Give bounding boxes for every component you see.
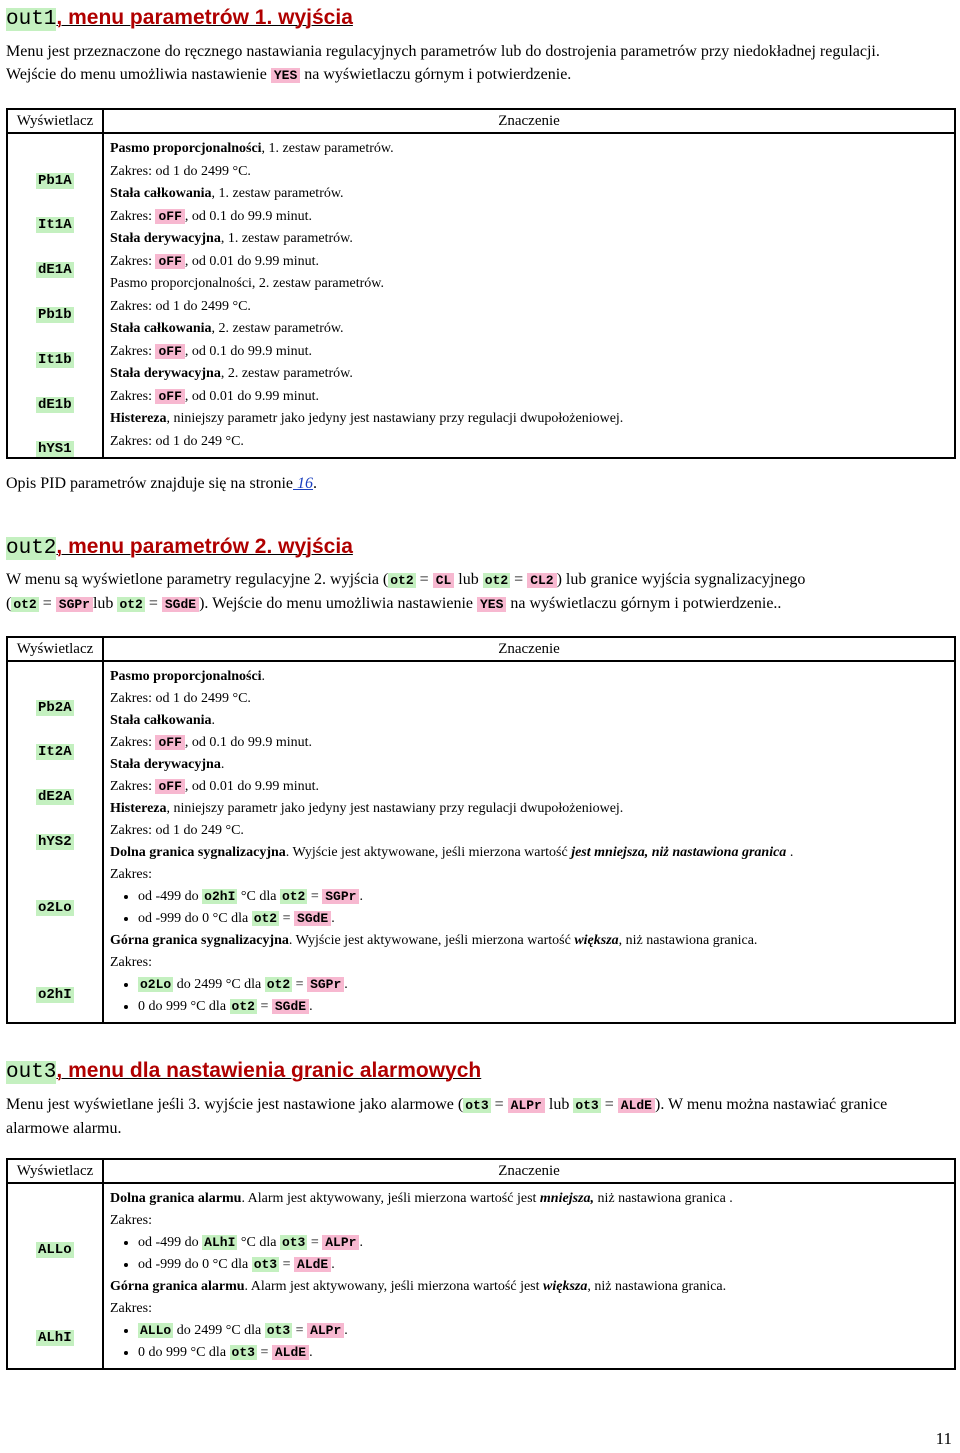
param-code: ALhI	[38, 1330, 72, 1346]
page-link[interactable]: 16	[293, 475, 314, 492]
codes-column	[7, 133, 103, 458]
param-description: Górna granica sygnalizacyjna. Wyjście jest aktywowane, jeśli mierzona wartość większa, niż nastawiona granica. Zakres: • o2Lo do 2499 °C dla ot2 = SGPr . • 0 do 999 °C dla ot2 = SGdE .	[110, 930, 954, 1018]
section-title-text: , menu parametrów 1. wyjścia	[56, 6, 353, 29]
param-code: hYS1	[38, 441, 72, 457]
param-code: hYS2	[38, 834, 72, 850]
header-meaning: Znaczenie	[103, 1159, 955, 1183]
param-code: ALLo	[38, 1242, 72, 1258]
range-bullet: • od -499 do ALhI °C dla ot3 = ALPr .	[138, 1232, 954, 1254]
section-title-out3	[6, 1059, 481, 1084]
param-description: Stała derywacyjna, 1. zestaw parametrów. Zakres: oFF , od 0.01 do 9.99 minut.	[110, 231, 353, 269]
param-description: Stała derywacyjna, 2. zestaw parametrów. Zakres: oFF , od 0.01 do 9.99 minut.	[110, 366, 353, 404]
header-display: Wyświetlacz	[7, 1159, 103, 1183]
param-description: Stała całkowania, 1. zestaw parametrów. Zakres: oFF , od 0.1 do 99.9 minut.	[110, 186, 344, 224]
param-description: Pasmo proporcjonalności. Zakres: od 1 do 2499 °C.	[110, 669, 266, 706]
param-description: Stała całkowania, 2. zestaw parametrów. Zakres: oFF , od 0.1 do 99.9 minut.	[110, 321, 344, 359]
menu-code-out1: out1	[6, 8, 57, 31]
param-code: It1b	[38, 352, 72, 368]
range-bullet: • 0 do 999 °C dla ot2 = SGdE .	[138, 996, 954, 1018]
param-description: Stała derywacyjna. Zakres: oFF , od 0.01 do 9.99 minut.	[110, 757, 320, 794]
header-display: Wyświetlacz	[7, 637, 103, 661]
param-description: Histereza, niniejszy parametr jako jedyny jest nastawiany przy regulacji dwupołożeniowej. Zakres: od 1 do 249 °C.	[110, 411, 624, 449]
param-code: Pb1A	[38, 173, 72, 189]
param-code: dE2A	[38, 789, 72, 805]
range-bullet: • 0 do 999 °C dla ot3 = ALdE .	[138, 1342, 954, 1364]
param-description: Histereza, niniejszy parametr jako jedyny jest nastawiany przy regulacji dwupołożeniowej. Zakres: od 1 do 249 °C.	[110, 801, 624, 838]
param-code: o2hI	[38, 987, 72, 1003]
range-bullet: • od -999 do 0 °C dla ot2 = SGdE .	[138, 908, 954, 930]
header-display: Wyświetlacz	[7, 109, 103, 133]
codes-column	[7, 1183, 103, 1369]
param-code: o2Lo	[38, 900, 72, 916]
pid-reference: Opis PID parametrów znajduje się na stronie 16.	[6, 475, 318, 492]
meaning-column	[103, 661, 955, 1023]
section-title-out2	[6, 535, 353, 560]
param-code: dE1A	[38, 262, 72, 278]
range-bullet: • od -999 do 0 °C dla ot3 = ALdE .	[138, 1254, 954, 1276]
header-meaning: Znaczenie	[103, 637, 955, 661]
range-bullet: • od -499 do o2hI °C dla ot2 = SGPr .	[138, 886, 954, 908]
section-title-text: , menu dla nastawienia granic alarmowych	[56, 1059, 482, 1082]
param-description: Pasmo proporcjonalności, 1. zestaw parametrów. Zakres: od 1 do 2499 °C.	[110, 141, 394, 179]
intro-paragraph-out3: Menu jest wyświetlane jeśli 3. wyjście jest nastawione jako alarmowe ( ot3 = ALPr lub ot3 = ALdE ). W menu można nastawiać granice alarmowe alarmu.	[6, 1096, 888, 1137]
section-title-text: , menu parametrów 2. wyjścia	[56, 535, 353, 558]
range-bullet: • o2Lo do 2499 °C dla ot2 = SGPr .	[138, 974, 954, 996]
codes-column	[7, 661, 103, 1023]
params-table-out2	[6, 636, 956, 1024]
meaning-column	[103, 1183, 955, 1369]
param-description: Dolna granica sygnalizacyjna. Wyjście jest aktywowane, jeśli mierzona wartość jest mniejsza, niż nastawiona granica . Zakres: • od -499 do o2hI °C dla ot2 = SGPr . • od -999 do 0 °C dla ot2 = SGdE .	[110, 842, 954, 930]
page-number: 11	[935, 1429, 952, 1448]
intro-paragraph-out2: W menu są wyświetlone parametry regulacyjne 2. wyjścia ( ot2 = CL lub ot2 = CL2 ) lub granice wyjścia sygnalizacyjnego ( ot2 = SGPr lub ot2 = SGdE ). Wejście do menu umożliwia nastawienie YES na wyświetlaczu górnym i potwierdzenie..	[6, 571, 806, 612]
intro-text: Wejście do menu umożliwia nastawienie	[6, 66, 267, 83]
param-code: It1A	[38, 217, 72, 233]
param-description: Dolna granica alarmu. Alarm jest aktywowany, jeśli mierzona wartość jest mniejsza, niż nastawiona granica . Zakres: • od -499 do ALhI °C dla ot3 = ALPr . • od -999 do 0 °C dla ot3 = ALdE .	[110, 1188, 954, 1276]
params-table-out3	[6, 1158, 956, 1370]
param-description: Górna granica alarmu. Alarm jest aktywowany, jeśli mierzona wartość jest większa, niż nastawiona granica. Zakres: • ALLo do 2499 °C dla ot3 = ALPr . • 0 do 999 °C dla ot3 = ALdE .	[110, 1276, 954, 1364]
param-code: dE1b	[38, 397, 72, 413]
intro-text: na wyświetlaczu górnym i potwierdzenie.	[304, 66, 572, 83]
yes-code: YES	[271, 68, 300, 83]
param-code: Pb2A	[38, 700, 72, 716]
params-table-out1	[6, 108, 956, 459]
menu-code-out2: out2	[6, 537, 57, 560]
param-description: Stała całkowania. Zakres: oFF , od 0.1 do 99.9 minut.	[110, 713, 313, 750]
intro-paragraph-out1	[6, 40, 946, 87]
section-title-out1	[6, 6, 353, 31]
range-bullet: • ALLo do 2499 °C dla ot3 = ALPr .	[138, 1320, 954, 1342]
intro-text: Menu jest przeznaczone do ręcznego nastawiania regulacyjnych parametrów lub do dostrojenia parametrów przy niedokładnej regulacji.	[6, 43, 880, 60]
param-description: Pasmo proporcjonalności, 2. zestaw parametrów. Zakres: od 1 do 2499 °C.	[110, 276, 384, 314]
header-meaning: Znaczenie	[103, 109, 955, 133]
param-code: Pb1b	[38, 307, 72, 323]
meaning-column	[103, 133, 955, 458]
param-code: It2A	[38, 744, 72, 760]
menu-code-out3: out3	[6, 1061, 57, 1084]
